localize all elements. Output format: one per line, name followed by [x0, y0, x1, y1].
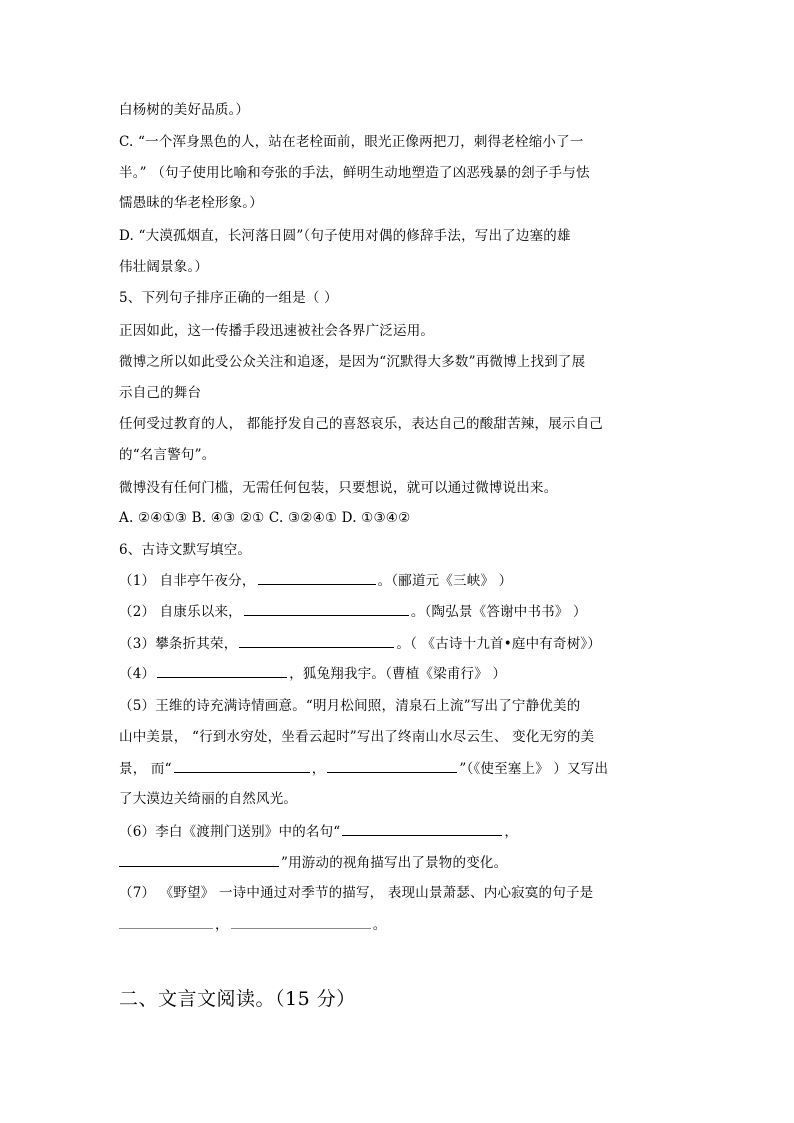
fill-item-4-prefix: （4）: [119, 666, 156, 682]
fill-item-5-line3: [119, 758, 608, 779]
option-c-line1: C. “一个浑身黑色的人，站在老栓面前，眼光正像两把刀，刺得老栓缩小了一: [119, 134, 584, 150]
fill-item-6-line2: [119, 852, 507, 873]
fill-item-6-suffix: ”用游动的视角描写出了景物的变化。: [281, 855, 508, 871]
answer-blank-2[interactable]: [244, 601, 409, 616]
sentence-3-line1: 任何受过教育的人， 都能抒发自己的喜怒哀乐，表达自己的酸甜苦辣，展示自己: [119, 416, 603, 432]
sentence-2-line1: 微博之所以如此受公众关注和追逐，是因为“沉默得大多数”再微博上找到了展: [119, 354, 586, 370]
fill-item-5-suffix: ”（《使至塞上》 ）又写出: [459, 761, 609, 777]
fill-item-6-line1: [119, 821, 518, 842]
fill-item-2-prefix: （2） 自康乐以来，: [119, 604, 242, 620]
section-heading: 二、文言文阅读。（15 分）: [119, 988, 356, 1010]
option-b-end: 白杨树的美好品质。）: [119, 102, 250, 118]
fill-item-3: [119, 633, 601, 654]
fill-item-4: [119, 663, 506, 684]
answer-blank-7b[interactable]: [231, 914, 371, 929]
sentence-4: 微博没有任何门槛，无需任何包装，只要想说，就可以通过微博说出来。: [119, 480, 558, 496]
fill-item-5-line1: （5）王维的诗充满诗情画意。“明月松间照，清泉石上流”写出了宁静优美的: [119, 698, 581, 714]
fill-item-6-prefix: （6）李白《渡荆门送别》中的名句“: [119, 824, 341, 840]
fill-item-5-comma: ，: [311, 761, 326, 777]
fill-item-7-sep: ，: [215, 917, 229, 933]
fill-item-5-line4: 了大漠边关绮丽的自然风光。: [119, 791, 298, 807]
option-c-line2: 半。” （句子使用比喻和夸张的手法，鲜明生动地塑造了凶恶残暴的刽子手与怯: [119, 165, 590, 181]
option-c-line3: 懦愚昧的华老栓形象。）: [119, 195, 263, 211]
question-6-title: 6、古诗文默写填空。: [119, 542, 252, 558]
fill-item-2-suffix: 。（陶弘景《答谢中书书》 ）: [410, 604, 587, 620]
fill-item-7-line1: （7） 《野望》 一诗中通过对季节的描写， 表现山景萧瑟、内心寂寞的句子是: [119, 885, 594, 901]
answer-blank-5a[interactable]: [174, 758, 310, 773]
option-d-line2: 伟壮阔景象。）: [119, 259, 209, 275]
fill-item-1: [119, 570, 512, 591]
question-5-title: 5、下列句子排序正确的一组是（ ）: [119, 290, 338, 306]
answer-blank-1[interactable]: [258, 570, 376, 585]
answer-blank-6b[interactable]: [119, 852, 279, 867]
fill-item-1-prefix: （1） 自非亭午夜分，: [119, 573, 256, 589]
sentence-2-line2: 示自己的舞台: [119, 385, 202, 401]
fill-item-6-comma: ，: [504, 824, 519, 840]
fill-item-2: [119, 601, 587, 622]
answer-blank-6a[interactable]: [342, 821, 502, 836]
answer-blank-5b[interactable]: [327, 758, 457, 773]
fill-item-5-line2: 山中美景， “行到水穷处，坐看云起时”写出了终南山水尽云生、 变化无穷的美: [119, 729, 595, 745]
fill-item-4-suffix: ，狐兔翔我宇。（曹植《梁甫行》 ）: [289, 666, 507, 682]
question-5-options: A. ②④①③ B. ④③ ②① C. ③②④① D. ①③④②: [119, 510, 411, 526]
fill-item-5-prefix: 景， 而“: [119, 761, 172, 777]
fill-item-7-line2: [119, 914, 386, 935]
sentence-1: 正因如此，这一传播手段迅速被社会各界广泛运用。: [119, 323, 435, 339]
fill-item-3-suffix: 。（ 《古诗十九首•庭中有奇树》）: [396, 636, 602, 652]
answer-blank-7a[interactable]: [119, 914, 213, 929]
option-d-line1: D. “大漠孤烟直，长河落日圆”（句子使用对偶的修辞手法，写出了边塞的雄: [119, 228, 571, 244]
answer-blank-4[interactable]: [157, 663, 287, 678]
answer-blank-3[interactable]: [239, 633, 394, 648]
fill-item-1-suffix: 。（郦道元《三峡》 ）: [377, 573, 513, 589]
sentence-3-line2: 的“名言警句”。: [119, 447, 216, 463]
fill-item-3-prefix: （3）攀条折其荣，: [119, 636, 238, 652]
fill-item-7-end: 。: [372, 917, 387, 933]
